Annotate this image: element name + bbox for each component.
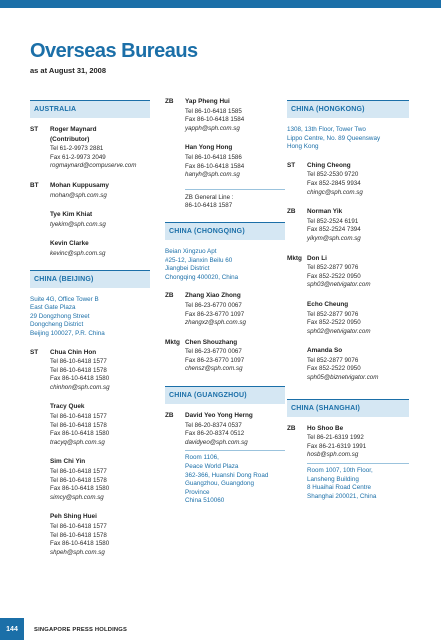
person-name: Echo Cheung	[307, 300, 349, 308]
address-line: #25-12, Jianxin Beilu 60	[165, 256, 233, 264]
section-header-beijing: CHINA (BEIJING)	[30, 270, 150, 288]
person-name: Mohan Kuppusamy	[50, 181, 109, 189]
email-link[interactable]: davidyeo@sph.com.sg	[185, 438, 248, 446]
phone-line: Tel 86-10-6418 1585	[185, 107, 242, 115]
address-line: Peace World Plaza	[185, 463, 239, 471]
general-line-number: 86-10-6418 1587	[185, 202, 233, 210]
phone-line: Tel 86-23-6770 0067	[185, 348, 242, 356]
phone-line: Tel 86-23-6770 0067	[185, 301, 242, 309]
email-link[interactable]: zhangxz@sph.com.sg	[185, 319, 246, 327]
fax-line: Fax 86-10-6418 1580	[50, 375, 110, 383]
person-name: Tracy Quek	[50, 403, 85, 411]
person-name: Roger Maynard	[50, 126, 97, 133]
address-line: Jiangbei District	[165, 265, 210, 273]
phone-line: Tel 852-2524 6191	[307, 217, 359, 225]
email-link[interactable]: hosb@sph.com.sg	[307, 451, 359, 459]
email-link[interactable]: chingc@sph.com.sg	[307, 188, 363, 196]
phone-line: Tel 86-10-6418 1577	[50, 413, 107, 421]
person-name: Kevin Clarke	[50, 240, 89, 248]
section-header-australia: AUSTRALIA	[30, 100, 150, 118]
top-color-bar	[0, 0, 441, 8]
page-number: 144	[0, 618, 24, 640]
address-line: Chongqing 400020, China	[165, 273, 239, 281]
address-line: Beian Xingzuo Apt	[165, 247, 217, 255]
page-subtitle: as at August 31, 2008	[30, 66, 107, 75]
section-header-shanghai: CHINA (SHANGHAI)	[287, 399, 409, 417]
person-name: Chua Chin Hon	[50, 348, 97, 356]
address-line: East Gate Plaza	[30, 304, 76, 312]
email-link[interactable]: sph05@biznetvigator.com	[307, 374, 379, 382]
entry-label: ZB	[165, 412, 174, 420]
column-left	[30, 96, 150, 568]
phone-line: Tel 86-10-6418 1586	[185, 153, 242, 161]
address-line: 29 Dongzhong Street	[30, 312, 90, 320]
person-name: David Yeo Yong Herng	[185, 412, 253, 420]
address-line: 1308, 13th Floor, Tower Two	[287, 126, 366, 133]
address-hongkong	[287, 126, 409, 152]
fax-line: Fax 61-2-9973 2049	[50, 153, 106, 161]
address-line: 8 Huaihai Road Centre	[307, 484, 372, 492]
phone-line: Tel 852-2877 9076	[307, 310, 359, 318]
fax-line: Fax 86-10-6418 1580	[50, 540, 110, 548]
phone-line: Tel 852-2877 9076	[307, 356, 359, 364]
fax-line: Fax 852-2522 0950	[307, 319, 361, 327]
phone-line: Tel 86-10-6418 1578	[50, 421, 107, 429]
person-name: Ho Shoo Be	[307, 424, 344, 432]
column-right	[287, 96, 409, 512]
person-name: Norman Yik	[307, 208, 343, 216]
address-line: 362-366, Huanshi Dong Road	[185, 471, 269, 479]
address-line: Shanghai 200021, China	[307, 492, 377, 500]
entry-label: ZB	[165, 292, 174, 300]
person-name: Han Yong Hong	[185, 144, 233, 152]
email-link[interactable]: shpeh@sph.com.sg	[50, 548, 105, 556]
address-chongqing	[165, 248, 285, 282]
address-line: Hong Kong	[287, 143, 319, 151]
fax-line: Fax 86-20-8374 0512	[185, 430, 245, 438]
person-name: Ching Cheong	[307, 161, 351, 169]
person-name: Tye Kim Khiat	[50, 211, 93, 219]
entry-chongqing-mktg	[165, 339, 285, 374]
person-role: (Contributor)	[50, 135, 90, 143]
entry-label: ZB	[287, 424, 296, 432]
entry-guangzhou-zb	[165, 412, 285, 506]
entry-australia-bt	[30, 182, 150, 259]
entry-hongkong-st	[287, 162, 409, 197]
phone-line: Tel 852-2877 9076	[307, 264, 359, 272]
fax-line: Fax 86-23-6770 1097	[185, 310, 245, 318]
fax-line: Fax 852-2845 9934	[307, 179, 361, 187]
address-line: Lippo Centre, No. 89 Queensway	[287, 134, 381, 142]
email-link[interactable]: rogmaynard@compuserve.com	[50, 162, 137, 170]
email-link[interactable]: tyekim@sph.com.sg	[50, 220, 106, 228]
email-link[interactable]: tracyq@sph.com.sg	[50, 438, 105, 446]
column-middle	[165, 98, 285, 517]
entry-beijing-zb	[165, 98, 285, 211]
phone-line: Tel 86-10-6418 1578	[50, 531, 107, 539]
fax-line: Fax 852-2522 0950	[307, 365, 361, 373]
phone-line: Tel 86-10-6418 1577	[50, 523, 107, 530]
address-line: Beijing 100027, P.R. China	[30, 329, 105, 337]
fax-line: Fax 852-2524 7394	[307, 226, 361, 234]
email-link[interactable]: simcy@sph.com.sg	[50, 493, 104, 501]
person-name: Don Li	[307, 254, 327, 262]
phone-line: Tel 86-10-6418 1578	[50, 476, 107, 484]
phone-line: Tel 86-10-6418 1577	[50, 358, 107, 366]
address-line: China 510060	[185, 497, 225, 505]
email-link[interactable]: mohan@sph.com.sg	[50, 191, 107, 199]
email-link[interactable]: yapph@sph.com.sg	[185, 124, 240, 132]
fax-line: Fax 86-10-6418 1584	[185, 116, 245, 124]
fax-line: Fax 86-21-6319 1991	[307, 442, 367, 450]
entry-label: Mktg	[287, 254, 302, 262]
email-link[interactable]: sph03@netvigator.com	[307, 281, 371, 289]
address-line: Guangzhou, Guangdong	[185, 480, 254, 488]
entry-label: ZB	[287, 208, 296, 216]
phone-line: Tel 86-21-6319 1992	[307, 434, 364, 442]
address-beijing	[30, 296, 150, 339]
fax-line: Fax 86-23-6770 1097	[185, 356, 245, 364]
phone-line: Tel 61-2-9973 2881	[50, 145, 104, 153]
section-header-hongkong: CHINA (HONGKONG)	[287, 100, 409, 118]
entry-hongkong-mktg	[287, 255, 409, 383]
divider	[307, 463, 409, 464]
person-name: Zhang Xiao Zhong	[185, 292, 241, 300]
address-line: Room 1007, 10th Floor,	[307, 467, 373, 475]
entry-beijing-st	[30, 349, 150, 558]
person-name: Sim Chi Yin	[50, 458, 86, 466]
entry-label: Mktg	[165, 338, 180, 346]
address-line: Lansheng Building	[307, 475, 359, 483]
entry-label: BT	[30, 181, 39, 189]
entry-label: ST	[30, 348, 39, 356]
phone-line: Tel 86-10-6418 1578	[50, 366, 107, 374]
person-name: Chen Shouzhang	[185, 338, 238, 346]
person-name: Amanda So	[307, 347, 343, 355]
entry-hongkong-zb	[287, 208, 409, 243]
email-link[interactable]: chensz@sph.com.sg	[185, 365, 243, 373]
email-link[interactable]: hanyh@sph.com.sg	[185, 171, 240, 179]
email-link[interactable]: chinhon@sph.com.sg	[50, 383, 110, 391]
entry-shanghai-zb	[287, 425, 409, 502]
fax-line: Fax 86-10-6418 1580	[50, 430, 110, 438]
entry-label: ST	[30, 126, 39, 133]
email-link[interactable]: yikym@sph.com.sg	[307, 234, 361, 242]
person-name: Yap Pheng Hui	[185, 98, 230, 105]
entry-label: ZB	[165, 98, 174, 105]
phone-line: Tel 852-2530 9720	[307, 171, 359, 179]
person-name: Peh Shing Huei	[50, 513, 97, 521]
footer-publisher: SINGAPORE PRESS HOLDINGS	[34, 627, 128, 633]
fax-line: Fax 86-10-6418 1580	[50, 485, 110, 493]
section-header-chongqing: CHINA (CHONGQING)	[165, 222, 285, 240]
page-title: Overseas Bureaus	[30, 40, 198, 62]
entry-label: ST	[287, 161, 296, 169]
phone-line: Tel 86-20-8374 0537	[185, 421, 242, 429]
fax-line: Fax 852-2522 0950	[307, 272, 361, 280]
email-link[interactable]: sph02@netvigator.com	[307, 327, 371, 335]
divider	[185, 450, 285, 451]
entry-chongqing-zb	[165, 292, 285, 327]
entry-australia-st	[30, 126, 150, 171]
general-line-label: ZB General Line :	[185, 193, 234, 201]
fax-line: Fax 86-10-6418 1584	[185, 162, 245, 170]
address-line: Room 1106,	[185, 454, 219, 462]
divider	[185, 189, 285, 190]
address-line: Suite 4G, Office Tower B	[30, 295, 99, 303]
address-line: Dongcheng District	[30, 321, 84, 329]
section-header-guangzhou: CHINA (GUANGZHOU)	[165, 386, 285, 404]
address-line: Province	[185, 488, 210, 496]
email-link[interactable]: kevinc@sph.com.sg	[50, 249, 106, 257]
phone-line: Tel 86-10-6418 1577	[50, 468, 107, 476]
